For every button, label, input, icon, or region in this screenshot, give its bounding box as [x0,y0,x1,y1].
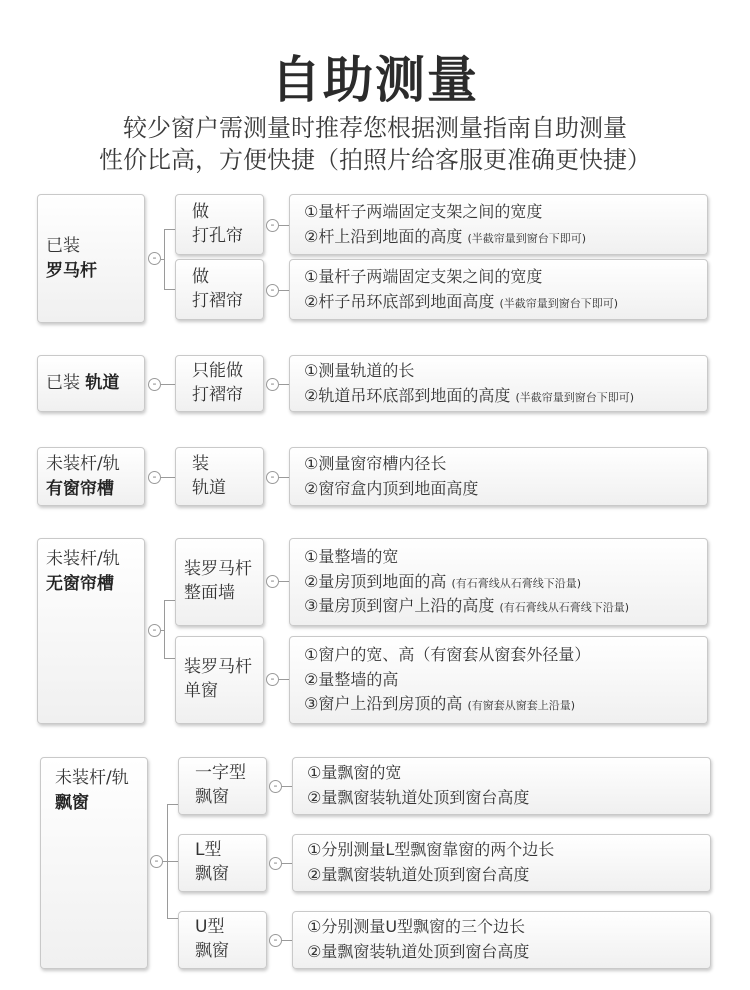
tree-connector [279,290,289,291]
option-straight-bay-window [178,757,267,815]
option-roman-rod-full-wall [175,538,264,626]
measurement-step: ①窗户的宽、高（有窗套从窗套外径量） [304,644,591,664]
tree-connector [282,940,292,941]
category-label-bold: 无窗帘槽 [46,573,114,594]
tree-connector [161,630,165,631]
option-grommet-curtain [175,194,264,255]
tree-connector [164,600,175,601]
measurement-step: ③量房顶到窗户上沿的高度 (有石膏线从石膏线下沿量) [304,596,630,616]
collapse-toggle-icon[interactable]: - [269,857,282,870]
category-label-bold: 有窗帘槽 [46,478,114,499]
option-label: 飘窗 [195,941,229,961]
collapse-toggle-icon[interactable]: - [148,624,161,637]
category-label-bold: 罗马杆 [46,260,97,281]
measurement-step: ②窗帘盒内顶到地面高度 [304,478,479,498]
category-installed-track [37,355,145,412]
option-label: 单窗 [184,681,218,701]
option-label: 打孔帘 [192,225,243,246]
step-note: (半截帘量到窗台下即可) [499,296,619,310]
measurement-step: ①量整墙的宽 [304,546,399,566]
measurement-instructions [289,447,708,506]
option-label: 装 [192,453,209,474]
option-label: 做 [192,201,209,222]
measurement-instructions [292,834,711,892]
category-label: 未装杆/轨 [46,453,120,474]
collapse-toggle-icon[interactable]: - [266,378,279,391]
option-install-track [175,447,264,506]
measurement-instructions [289,194,708,255]
measurement-instructions [289,538,708,626]
collapse-toggle-icon[interactable]: - [266,219,279,232]
tree-connector [282,786,292,787]
measurement-step: ①量飘窗的宽 [307,763,402,783]
measurement-instructions [292,911,711,969]
category-label-bold: 飘窗 [55,792,89,813]
tree-connector [161,384,175,385]
measurement-step: ②量飘窗装轨道处顶到窗台高度 [307,788,530,807]
option-label: 轨道 [192,477,226,498]
measurement-step: ①分别测量L型飘窗靠窗的两个边长 [307,840,555,860]
measurement-step: ③窗户上沿到房顶的高 (有窗套从窗套上沿量) [304,694,576,714]
measurement-step: ②量整墙的高 [304,669,399,689]
collapse-toggle-icon[interactable]: - [266,673,279,686]
collapse-toggle-icon[interactable]: - [269,780,282,793]
option-label: 一字型 [195,763,246,784]
measurement-instructions [289,355,708,412]
step-note: (有石膏线从石膏线下沿量) [499,601,630,615]
category-installed-roman-rod [37,194,145,323]
collapse-toggle-icon[interactable]: - [266,471,279,484]
category-label: 未装杆/轨 [55,768,129,788]
measurement-step: ②量飘窗装轨道处顶到窗台高度 [307,865,530,884]
tree-connector [167,804,178,805]
option-label: 整面墙 [184,583,235,603]
measurement-instructions [289,636,708,724]
category-uninstalled-with-slot [37,447,145,506]
measurement-step: ②杆上沿到地面的高度 (半截帘量到窗台下即可) [304,226,587,246]
step-note: (半截帘量到窗台下即可) [467,231,587,245]
option-label: 打褶帘 [192,384,243,405]
option-label: 打褶帘 [192,290,243,311]
option-roman-rod-single-window [175,636,264,724]
collapse-toggle-icon[interactable]: - [150,855,163,868]
category-label: 已装 [46,235,80,256]
option-label: 装罗马杆 [184,559,252,580]
tree-connector [161,259,165,260]
option-label: 只能做 [192,360,243,381]
category-label: 已装 [46,373,80,394]
measurement-step: ①测量轨道的长 [304,360,415,380]
subtitle-line-1: 较少窗户需测量时推荐您根据测量指南自助测量 [123,114,627,142]
measurement-step: ②杆子吊环底部到地面高度 (半截帘量到窗台下即可) [304,291,619,311]
tree-connector [279,581,289,582]
tree-connector [279,225,289,226]
tree-connector [163,861,178,862]
page-title: 自助测量 [271,51,479,109]
option-label: 飘窗 [195,864,229,884]
tree-connector [164,289,175,290]
tree-connector [282,863,292,864]
tree-connector [167,918,178,919]
measurement-step: ①量杆子两端固定支架之间的宽度 [304,266,543,286]
collapse-toggle-icon[interactable]: - [269,934,282,947]
option-label: U型 [195,917,225,938]
collapse-toggle-icon[interactable]: - [148,252,161,265]
option-label: L型 [195,840,222,861]
option-pleated-only [175,355,264,412]
measurement-instructions [289,259,708,320]
measurement-instructions [292,757,711,815]
tree-connector [279,477,289,478]
measurement-step: ①测量窗帘槽内径长 [304,453,447,473]
measurement-step: ②量飘窗装轨道处顶到窗台高度 [307,942,530,961]
category-uninstalled-bay-window [40,757,148,969]
tree-connector [279,679,289,680]
option-u-shaped-bay-window [178,911,267,969]
measurement-step: ①量杆子两端固定支架之间的宽度 [304,201,543,221]
option-l-shaped-bay-window [178,834,267,892]
collapse-toggle-icon[interactable]: - [148,378,161,391]
step-note: (有窗套从窗套上沿量) [467,699,576,713]
measurement-step: ②轨道吊环底部到地面的高度 (半截帘量到窗台下即可) [304,385,635,405]
category-uninstalled-no-slot [37,538,145,724]
collapse-toggle-icon[interactable]: - [266,575,279,588]
option-label: 飘窗 [195,787,229,807]
subtitle-line-2: 性价比高，方便快捷（拍照片给客服更准确更快捷） [99,146,651,174]
option-pleated-curtain [175,259,264,320]
tree-connector [164,658,175,659]
option-label: 做 [192,266,209,287]
collapse-toggle-icon[interactable]: - [148,471,161,484]
step-note: (有石膏线从石膏线下沿量) [451,576,582,590]
tree-connector [164,229,175,230]
tree-connector [279,384,289,385]
tree-connector [164,600,165,658]
measurement-step: ①分别测量U型飘窗的三个边长 [307,917,526,937]
measurement-step: ②量房顶到地面的高 (有石膏线从石膏线下沿量) [304,571,582,591]
tree-connector [161,477,175,478]
collapse-toggle-icon[interactable]: - [266,284,279,297]
step-note: (半截帘量到窗台下即可) [515,390,635,404]
option-label: 装罗马杆 [184,657,252,678]
category-label-bold: 轨道 [85,373,120,394]
category-label: 未装杆/轨 [46,549,120,569]
